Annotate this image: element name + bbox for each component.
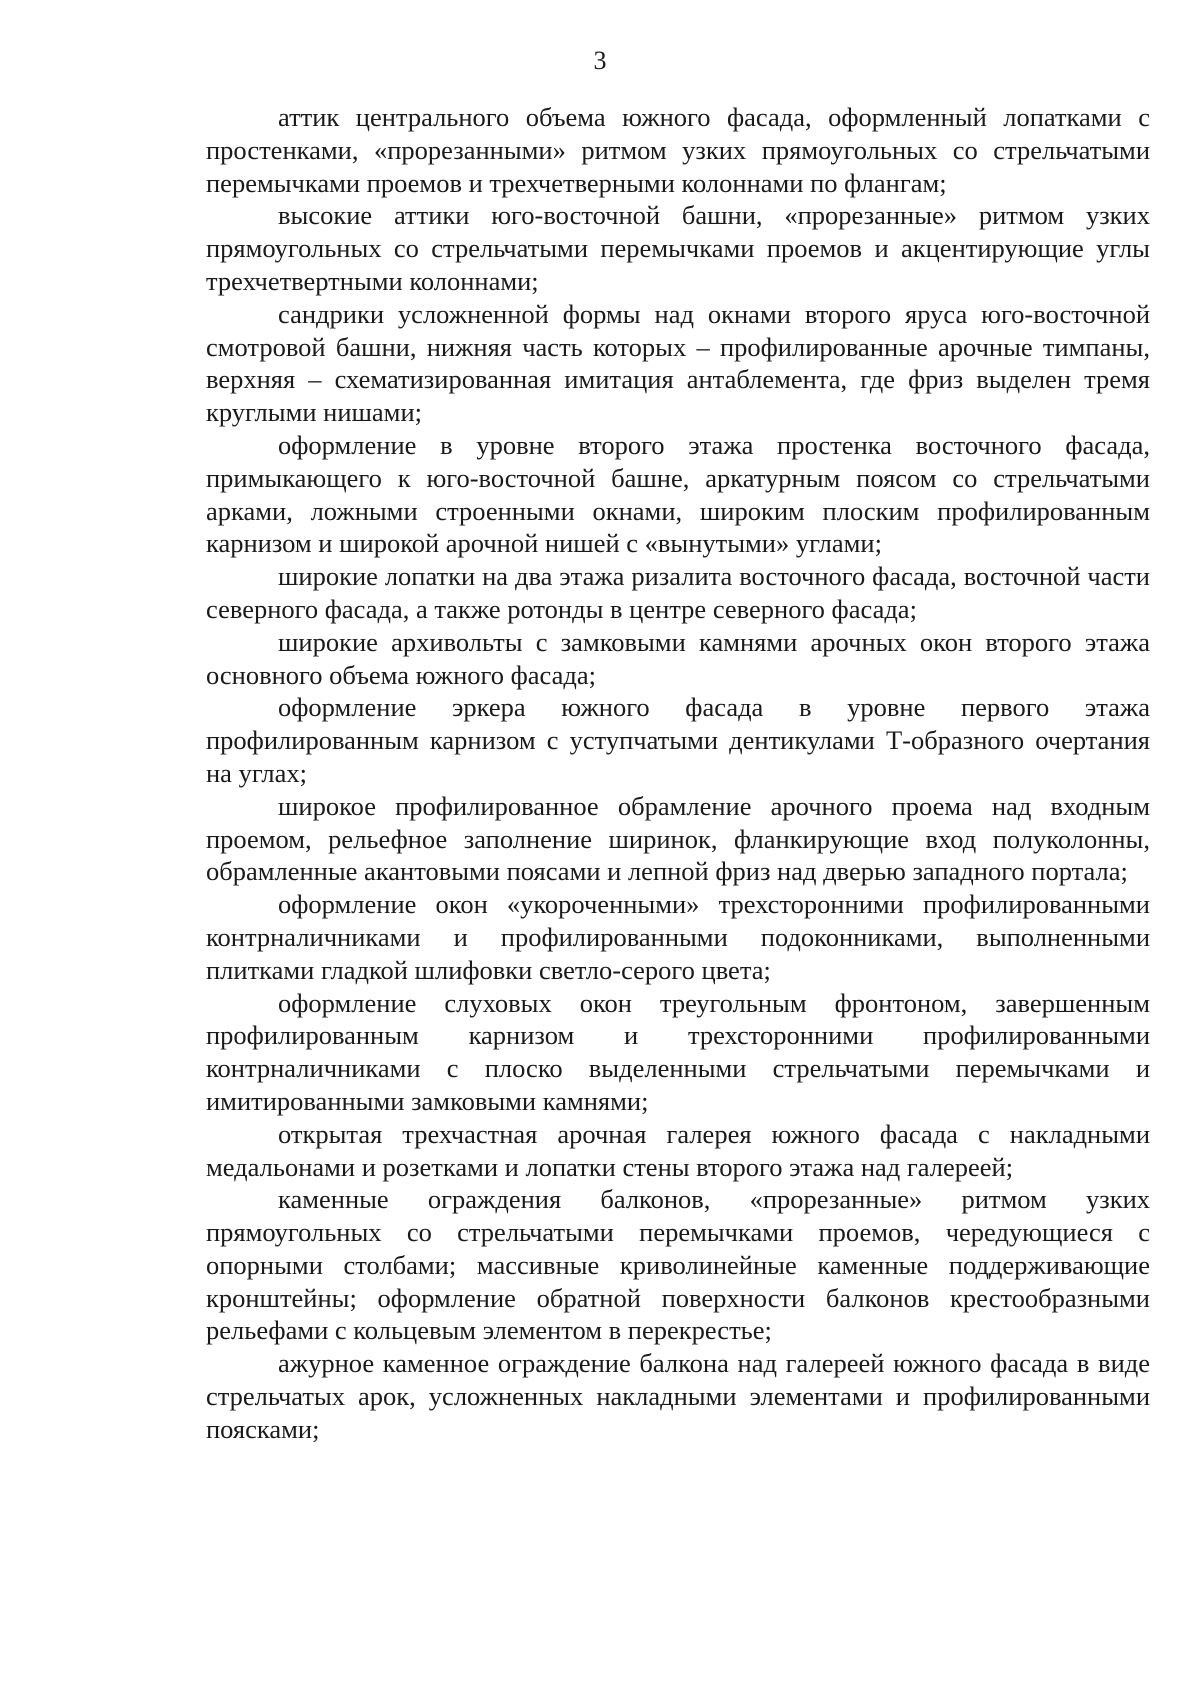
paragraph-arched-gallery: открытая трехчастная арочная галерея южного фасада с накладными медальонами и розетками и лопатки стены второго этажа над галереей; <box>206 1118 1150 1182</box>
document-body <box>206 101 1150 1446</box>
paragraph-west-portal: широкое профилированное обрамление арочного проема над входным проемом, рельефное заполнение ширинок, фланкирующие вход полуколонны, обрамленные акантовыми поясами и лепной фриз над дверью западного портала; <box>206 790 1150 887</box>
paragraph-attics-southeast-tower: высокие аттики юго-восточной башни, «прорезанные» ритмом узких прямоугольных со стрельчатыми перемычками проемов и акцентирующие углы трехчетвертными колоннами; <box>206 200 1150 296</box>
paragraph-dormer-windows: оформление слуховых окон треугольным фронтоном, завершенным профилированным карнизом и трехсторонними профилированными контрналичниками с плоско выделенными стрельчатыми перемычками и имитированными замковыми камнями; <box>206 987 1150 1116</box>
paragraph-wide-pilasters: широкие лопатки на два этажа ризалита восточного фасада, восточной части северного фасада, а также ротонды в центре северного фасада; <box>206 561 1150 624</box>
paragraph-window-surrounds: оформление окон «укороченными» трехсторонними профилированными контрналичниками и профилированными подоконниками, выполненными плитками гладкой шлифовки светло-серого цвета; <box>206 889 1150 985</box>
paragraph-archivolts: широкие архивольты с замковыми камнями арочных окон второго этажа основного объема южного фасада; <box>206 626 1150 690</box>
paragraph-bay-window: оформление эркера южного фасада в уровне первого этажа профилированным карнизом с уступчатыми дентикулами Т-образного очертания на углах; <box>206 692 1150 788</box>
paragraph-balcony-railings: каменные ограждения балконов, «прорезанные» ритмом узких прямоугольных со стрельчатыми перемычками проемов, чередующиеся с опорными столбами; массивные криволинейные каменные поддерживающие кронштейны; оформление обратной поверхности балконов крестообразными рельефами с кольцевым элементом в перекрестье; <box>206 1184 1150 1346</box>
paragraph-openwork-balcony: ажурное каменное ограждение балкона над галереей южного фасада в виде стрельчатых арок, усложненных накладными элементами и профилированными поясками; <box>206 1348 1150 1444</box>
paragraph-attic-central-volume: аттик центрального объема южного фасада, оформленный лопатками с простенками, «прорезанными» ритмом узких прямоугольных со стрельчатыми перемычками проемов и трехчетверными колоннами по флангам; <box>206 102 1150 198</box>
paragraph-window-hoods: сандрики усложненной формы над окнами второго яруса юго-восточной смотровой башни, нижняя часть которых – профилированные арочные тимпаны, верхняя – схематизированная имитация антаблемента, где фриз выделен тремя круглыми нишами; <box>206 298 1150 428</box>
page-number: 3 <box>593 46 607 75</box>
paragraph-east-facade-pier: оформление в уровне второго этажа простенка восточного фасада, примыкающего к юго-восточной башне, аркатурным поясом со стрельчатыми арками, ложными строенными окнами, широким плоским профилированным карнизом и широкой арочной нишей с «вынутыми» углами; <box>206 429 1150 559</box>
